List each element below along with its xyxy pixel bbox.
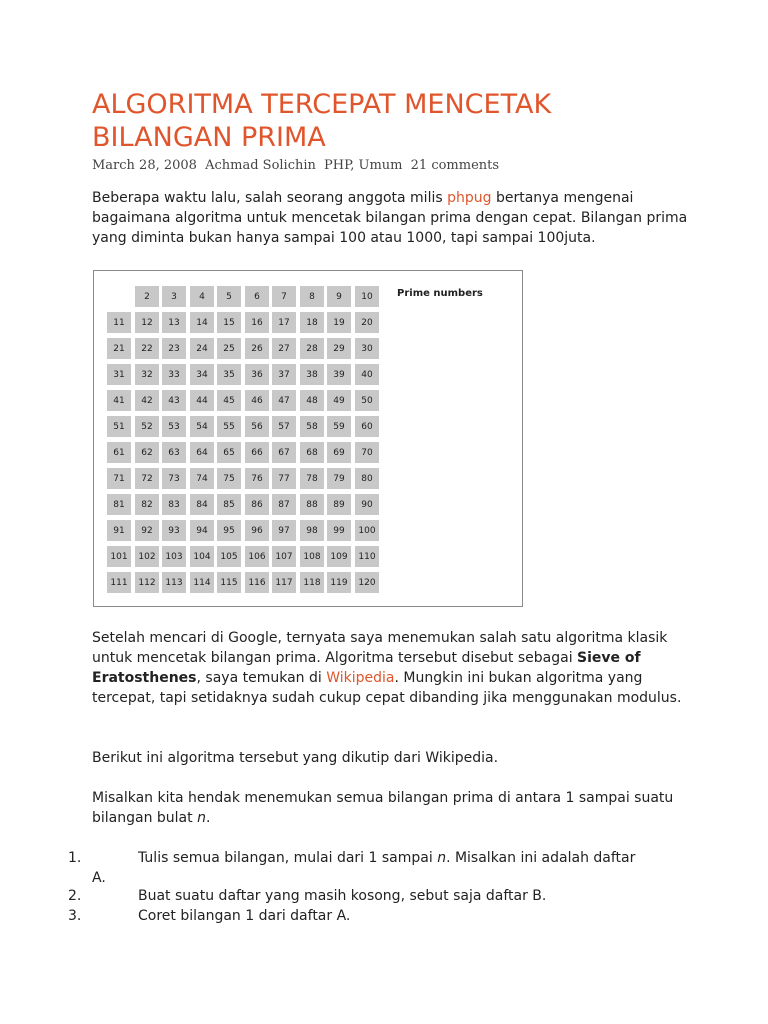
number-cell: 96 (245, 520, 269, 541)
number-cell: 101 (107, 546, 131, 567)
number-cell: 60 (355, 416, 379, 437)
number-cell: 81 (107, 494, 131, 515)
number-cell: 29 (327, 338, 351, 359)
number-cell: 97 (272, 520, 296, 541)
number-cell: 52 (135, 416, 159, 437)
number-cell: 15 (217, 312, 241, 333)
number-cell: 106 (245, 546, 269, 567)
post-date: March 28, 2008 (92, 158, 197, 173)
number-cell: 49 (327, 390, 351, 411)
number-cell: 85 (217, 494, 241, 515)
number-cell: 21 (107, 338, 131, 359)
number-cell: 99 (327, 520, 351, 541)
number-cell: 36 (245, 364, 269, 385)
number-cell: 98 (300, 520, 324, 541)
intro-text-rest: bertanya mengenai bagaimana algoritma untuk mencetak bilangan prima dengan cepat. Bilangan prima yang diminta bukan hanya sampai 100 atau 1000, tapi sampai 100juta. (92, 190, 688, 246)
number-cell: 73 (162, 468, 186, 489)
number-cell: 6 (245, 286, 269, 307)
number-cell: 12 (135, 312, 159, 333)
number-cell: 72 (135, 468, 159, 489)
number-cell: 113 (162, 572, 186, 593)
number-cell: 108 (300, 546, 324, 567)
number-cell: 27 (272, 338, 296, 359)
number-cell: 17 (272, 312, 296, 333)
list-text: Tulis semua bilangan, mulai dari 1 sampai n. Misalkan ini adalah daftar (138, 850, 636, 866)
number-cell: 35 (217, 364, 241, 385)
number-cell: 88 (300, 494, 324, 515)
number-cell: 109 (327, 546, 351, 567)
sieve-name: Sieve of Eratosthenes (92, 650, 641, 686)
number-cell: 24 (190, 338, 214, 359)
number-cell: 78 (300, 468, 324, 489)
number-cell: 39 (327, 364, 351, 385)
list-number: 2. (68, 888, 82, 904)
number-cell: 83 (162, 494, 186, 515)
number-cell: 20 (355, 312, 379, 333)
number-cell: 47 (272, 390, 296, 411)
number-cell: 2 (135, 286, 159, 307)
number-cell: 3 (162, 286, 186, 307)
number-cell: 30 (355, 338, 379, 359)
post-comments[interactable]: 21 comments (410, 158, 500, 173)
number-cell: 77 (272, 468, 296, 489)
number-cell: 68 (300, 442, 324, 463)
sieve-text-end: . Mungkin ini bukan algoritma yang tercepat, tapi setidaknya sudah cukup cepat dibanding jika menggunakan modulus. (92, 670, 682, 706)
sieve-text-mid: , saya temukan di (196, 670, 327, 686)
variable-n: n (437, 850, 447, 866)
number-cell: 66 (245, 442, 269, 463)
sieve-text: Setelah mencari di Google, ternyata saya menemukan salah satu algoritma klasik untuk mencetak bilangan prima. Algoritma tersebut disebut sebagai (92, 630, 668, 666)
number-cell: 69 (327, 442, 351, 463)
number-cell: 53 (162, 416, 186, 437)
number-cell: 57 (272, 416, 296, 437)
quote-intro-paragraph: Berikut ini algoritma tersebut yang dikutip dari Wikipedia. (92, 750, 499, 766)
number-cell: 54 (190, 416, 214, 437)
number-cell: 107 (272, 546, 296, 567)
number-cell: 63 (162, 442, 186, 463)
number-cell: 64 (190, 442, 214, 463)
number-cell: 90 (355, 494, 379, 515)
number-cell: 9 (327, 286, 351, 307)
intro-text: Beberapa waktu lalu, salah seorang anggota milis (92, 190, 448, 206)
list-number: 3. (68, 908, 82, 924)
list-text-wrap: A. (92, 870, 106, 886)
phpug-link[interactable]: phpug (447, 190, 492, 206)
number-cell: 5 (217, 286, 241, 307)
number-cell: 74 (190, 468, 214, 489)
number-cell: 114 (190, 572, 214, 593)
number-cell: 100 (355, 520, 379, 541)
figure-title: Prime numbers (397, 288, 483, 299)
number-cell: 34 (190, 364, 214, 385)
number-cell: 41 (107, 390, 131, 411)
list-number: 1. (68, 850, 82, 866)
number-cell: 116 (245, 572, 269, 593)
number-cell: 105 (217, 546, 241, 567)
number-cell: 51 (107, 416, 131, 437)
number-cell: 76 (245, 468, 269, 489)
number-cell: 44 (190, 390, 214, 411)
number-cell: 56 (245, 416, 269, 437)
number-cell: 80 (355, 468, 379, 489)
prime-numbers-figure (93, 270, 523, 607)
number-cell: 46 (245, 390, 269, 411)
number-cell: 65 (217, 442, 241, 463)
problem-paragraph (92, 788, 692, 828)
problem-text-end: . (205, 810, 211, 826)
number-cell: 103 (162, 546, 186, 567)
number-cell: 48 (300, 390, 324, 411)
post-meta (92, 158, 499, 173)
number-cell: 50 (355, 390, 379, 411)
number-cell: 25 (217, 338, 241, 359)
number-cell: 71 (107, 468, 131, 489)
number-cell: 117 (272, 572, 296, 593)
post-title: ALGORITMA TERCEPAT MENCETAK BILANGAN PRIMA (92, 89, 552, 153)
number-cell: 43 (162, 390, 186, 411)
number-cell: 58 (300, 416, 324, 437)
number-cell: 10 (355, 286, 379, 307)
post-categories[interactable]: PHP, Umum (324, 158, 403, 173)
number-cell: 79 (327, 468, 351, 489)
number-cell: 18 (300, 312, 324, 333)
number-cell: 115 (217, 572, 241, 593)
variable-n: n (197, 810, 206, 826)
number-cell: 45 (217, 390, 241, 411)
number-cell: 112 (135, 572, 159, 593)
number-cell: 111 (107, 572, 131, 593)
number-cell: 8 (300, 286, 324, 307)
problem-text: Misalkan kita hendak menemukan semua bilangan prima di antara 1 sampai suatu bilangan bulat (92, 790, 674, 826)
number-cell: 93 (162, 520, 186, 541)
number-cell: 33 (162, 364, 186, 385)
number-cell: 104 (190, 546, 214, 567)
number-cell: 87 (272, 494, 296, 515)
number-cell: 91 (107, 520, 131, 541)
number-cell: 22 (135, 338, 159, 359)
number-cell: 86 (245, 494, 269, 515)
post-author[interactable]: Achmad Solichin (205, 158, 316, 173)
number-cell: 28 (300, 338, 324, 359)
number-cell: 110 (355, 546, 379, 567)
number-cell: 75 (217, 468, 241, 489)
number-cell: 37 (272, 364, 296, 385)
list-text: Coret bilangan 1 dari daftar A. (138, 908, 351, 924)
number-cell: 62 (135, 442, 159, 463)
number-cell: 11 (107, 312, 131, 333)
number-cell: 59 (327, 416, 351, 437)
number-cell: 26 (245, 338, 269, 359)
number-cell: 70 (355, 442, 379, 463)
number-cell: 84 (190, 494, 214, 515)
number-cell: 118 (300, 572, 324, 593)
number-cell: 14 (190, 312, 214, 333)
number-cell: 92 (135, 520, 159, 541)
number-cell: 13 (162, 312, 186, 333)
number-cell: 32 (135, 364, 159, 385)
number-cell: 38 (300, 364, 324, 385)
number-cell: 55 (217, 416, 241, 437)
wikipedia-link[interactable]: Wikipedia (326, 670, 395, 686)
number-cell: 67 (272, 442, 296, 463)
number-cell: 95 (217, 520, 241, 541)
number-cell: 23 (162, 338, 186, 359)
number-cell: 16 (245, 312, 269, 333)
number-cell: 7 (272, 286, 296, 307)
intro-paragraph (92, 188, 692, 248)
number-cell: 42 (135, 390, 159, 411)
sieve-paragraph (92, 628, 692, 708)
number-cell: 61 (107, 442, 131, 463)
number-cell: 119 (327, 572, 351, 593)
number-cell: 40 (355, 364, 379, 385)
number-cell: 4 (190, 286, 214, 307)
number-cell: 19 (327, 312, 351, 333)
number-cell: 120 (355, 572, 379, 593)
number-cell: 82 (135, 494, 159, 515)
number-cell: 89 (327, 494, 351, 515)
number-cell: 102 (135, 546, 159, 567)
number-cell: 31 (107, 364, 131, 385)
number-cell: 94 (190, 520, 214, 541)
list-text: Buat suatu daftar yang masih kosong, sebut saja daftar B. (138, 888, 547, 904)
